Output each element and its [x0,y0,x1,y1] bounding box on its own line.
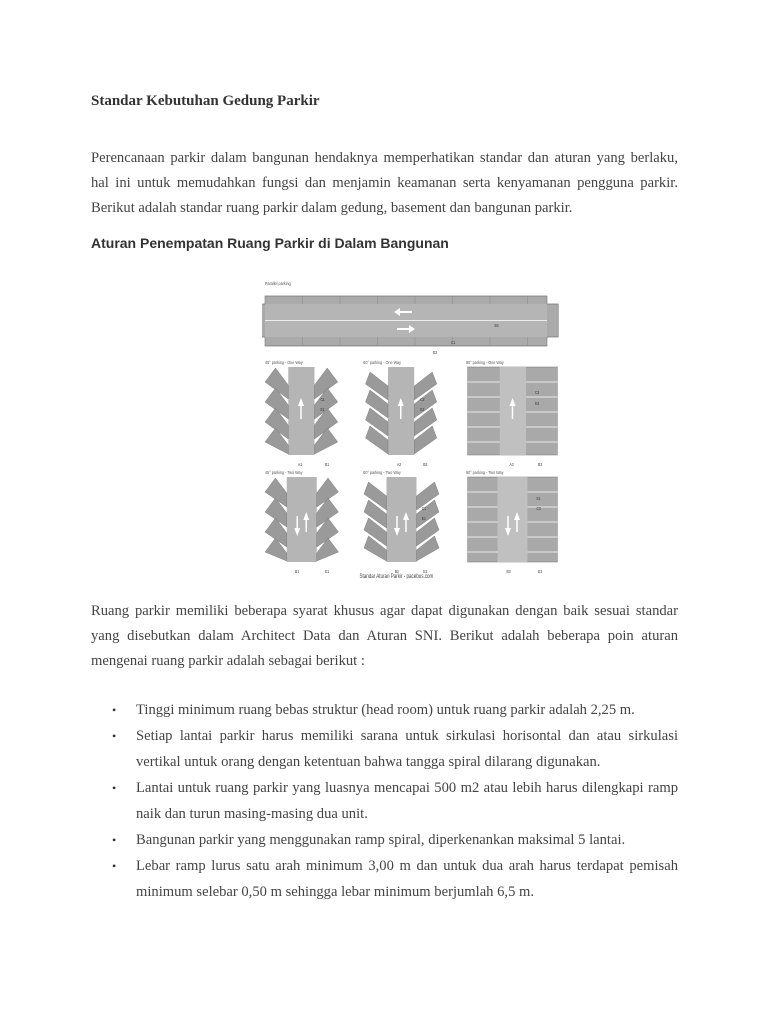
dim-a3: A3 [509,461,514,468]
parking-45-two-way [265,477,339,574]
dim-a2: A2 [397,461,402,468]
list-item [91,853,678,905]
parking-90-two-way [468,477,558,574]
dim-e3-two: E3 [538,568,543,575]
dim-c3-90two: C3 [536,505,541,512]
dim-e1-45: E1 [320,406,325,413]
parking-layout-figure [262,274,562,579]
dim-c1: C1 [451,339,456,346]
dim-e2-two: E2 [423,568,428,575]
dim-b3: B3 [538,461,543,468]
label-45-one-way: 45° parking - One Way [265,359,303,366]
list-item-text: Setiap lantai parkir harus memiliki sarana untuk sirkulasi horisontal dan atau sirkulasi vertikal untuk orang dengan ketentuan bahwa tangga spiral dilarang digunakan. [136,728,678,770]
list-item-text: Bangunan parkir yang menggunakan ramp spiral, diperkenankan maksimal 5 lantai. [136,832,626,848]
bullet-icon: • [112,729,117,743]
bullet-icon: • [112,781,117,795]
requirements-list [91,697,678,905]
dim-e2-60: E2 [420,406,425,413]
dim-b1-two: B1 [295,568,300,575]
bullet-icon: • [112,703,117,717]
parking-45-one-way [265,367,338,467]
label-60-two-way: 60° parking - Two Way [363,469,401,476]
figure-caption: Standar Aturan Parkir - pacebus.com [359,573,434,579]
dim-c2: C2 [420,396,425,403]
dim-c3: C3 [535,389,540,396]
bullet-icon: • [112,833,117,847]
list-item [91,697,678,723]
dim-a1: A1 [298,461,303,468]
page-title: Standar Kebutuhan Gedung Parkir [91,93,320,109]
parking-60-two-way [364,477,439,574]
dim-b3-two: B3 [506,568,511,575]
dim-e1-two: E1 [325,568,330,575]
list-item [91,775,678,827]
dim-c1-60two: C1 [421,505,427,512]
parking-60-one-way [366,367,437,467]
list-item [91,723,678,775]
label-parallel: Parallel parking [265,280,291,287]
dim-b1: B1 [325,461,330,468]
parking-90-one-way [468,367,558,467]
bullet-icon: • [112,859,117,873]
dim-b2: B2 [423,461,428,468]
label-60-one-way: 60° parking - One Way [363,359,401,366]
requirements-paragraph: Ruang parkir memiliki beberapa syarat khusus agar dapat digunakan dengan baik sesuai standar yang disebutkan dalam Architect Data dan Aturan SNI. Berikut adalah beberapa poin aturan mengenai ruang parkir adalah sebagai berikut : [91,603,678,669]
parallel-parking-diagram [262,296,558,355]
list-item [91,827,678,853]
dim-e1-60two: E1 [421,515,426,522]
list-item-text: Tinggi minimum ruang bebas struktur (head room) untuk ruang parkir adalah 2,25 m. [136,702,635,718]
dim-e3: E3 [535,400,540,407]
label-90-one-way: 90° parking - One Way [466,359,504,366]
dim-b2-two: B2 [394,568,399,575]
section-subheading: Aturan Penempatan Ruang Parkir di Dalam Bangunan [91,235,449,251]
label-45-two-way: 45° parking - Two Way [265,469,303,476]
label-90-two-way: 90° parking - Two Way [466,469,504,476]
dim-e2: E2 [433,349,438,356]
dim-b4: B4 [494,322,499,329]
dim-e1-90two: E1 [536,495,541,502]
list-item-text: Lantai untuk ruang parkir yang luasnya mencapai 500 m2 atau lebih harus dilengkapi ramp naik dan turun masing-masing dua unit. [136,780,678,822]
intro-paragraph: Perencanaan parkir dalam bangunan hendaknya memperhatikan standar dan aturan yang berlaku, hal ini untuk memudahkan fungsi dan menjamin keamanan serta kenyamanan pengguna parkir. Berikut adalah standar ruang parkir dalam gedung, basement dan bangunan parkir. [91,150,678,216]
list-item-text: Lebar ramp lurus satu arah minimum 3,00 m dan untuk dua arah harus terdapat pemisah minimum selebar 0,50 m sehingga lebar minimum berjumlah 6,5 m. [136,858,678,900]
dim-c1-45: C1 [320,396,325,403]
